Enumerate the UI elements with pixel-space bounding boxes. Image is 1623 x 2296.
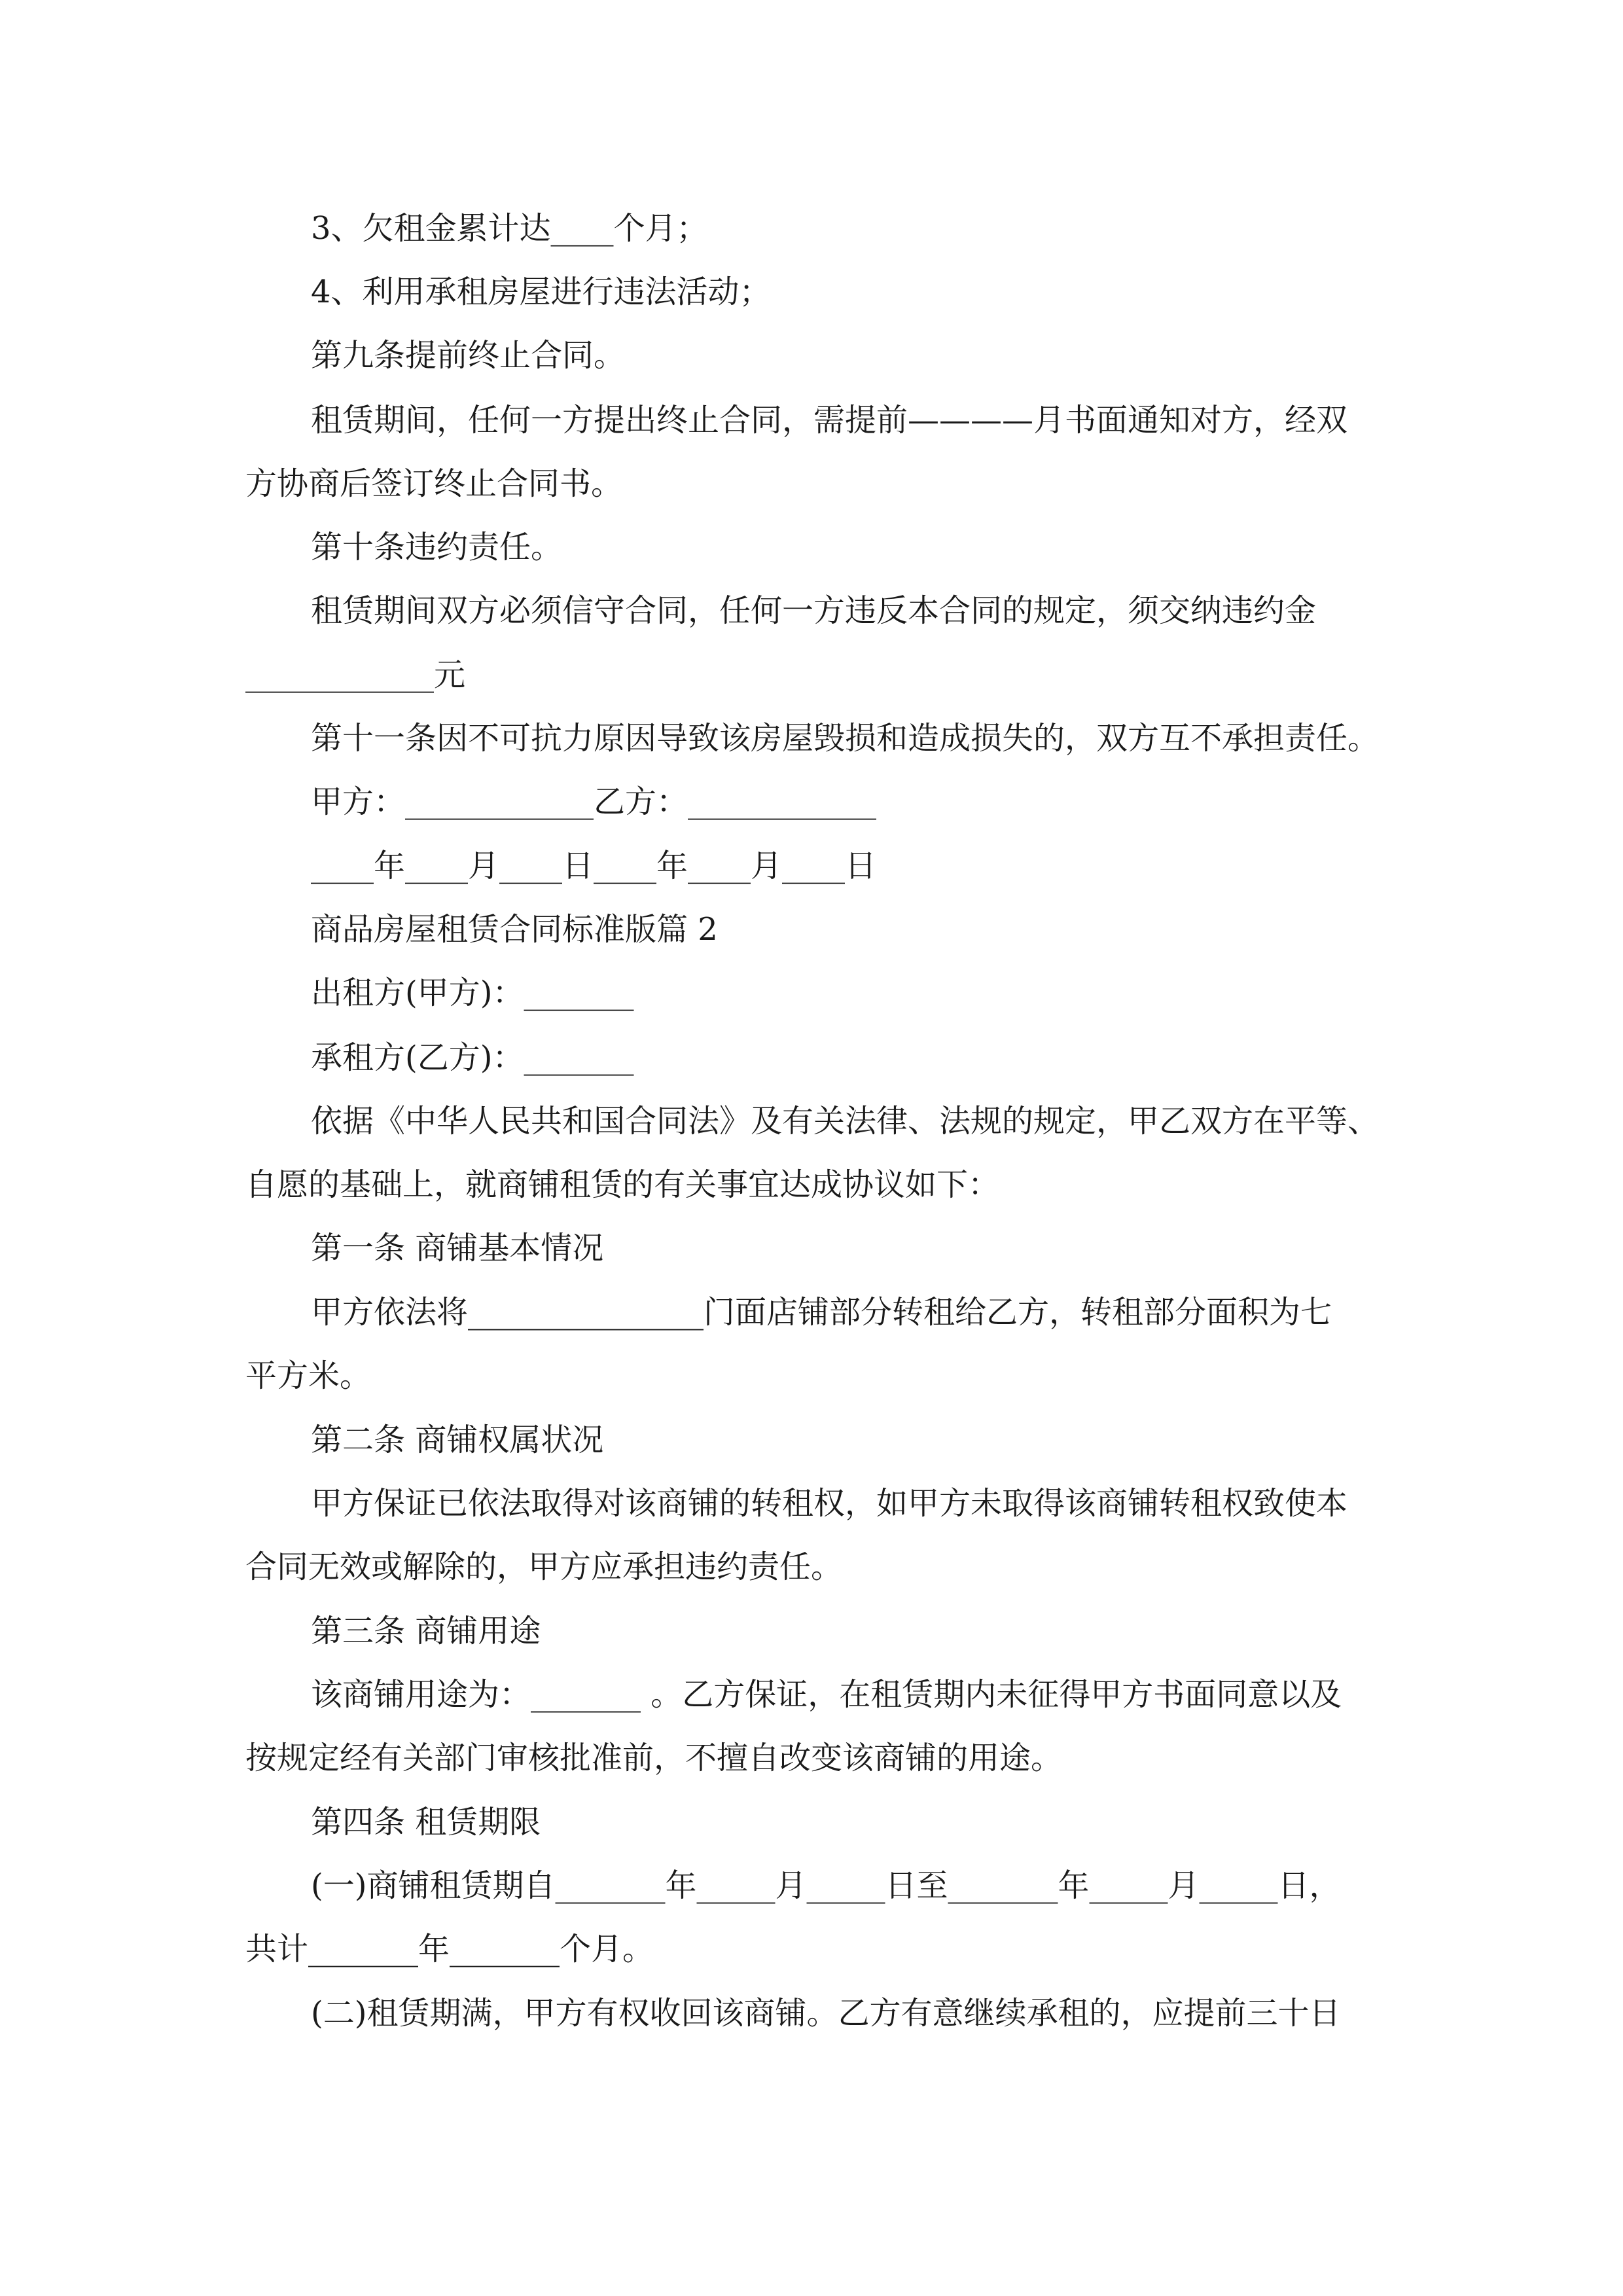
paragraph-line: 甲方保证已依法取得对该商铺的转租权，如甲方未取得该商铺转租权致使本: [311, 1485, 1348, 1522]
clause-line: 3、欠租金累计达____个月；: [311, 210, 708, 247]
signature-line: 甲方：____________乙方：____________: [311, 783, 877, 820]
section-heading: 第十条违约责任。: [311, 529, 563, 565]
section-heading: 第二条 商铺权属状况: [311, 1422, 604, 1458]
section-heading: 第十一条因不可抗力原因导致该房屋毁损和造成损失的，双方互不承担责任。: [311, 720, 1380, 757]
paragraph-line: 平方米。: [245, 1357, 372, 1394]
clause-line: 4、利用承租房屋进行违法活动；: [311, 274, 771, 310]
paragraph-line: 租赁期间双方必须信守合同，任何一方违反本合同的规定，须交纳违约金: [311, 592, 1317, 629]
paragraph-line: 甲方依法将_______________门面店铺部分转租给乙方，转租部分面积为七: [311, 1294, 1332, 1331]
paragraph-line: 共计_______年_______个月。: [245, 1931, 654, 1967]
lessor-line: 出租方(甲方)：_______: [311, 975, 634, 1011]
paragraph-line: ____________元: [245, 656, 466, 693]
paragraph-line: 合同无效或解除的，甲方应承担违约责任。: [245, 1549, 843, 1585]
paragraph-line: 按规定经有关部门审核批准前，不擅自改变该商铺的用途。: [245, 1740, 1063, 1776]
paragraph-line: 该商铺用途为：_______ 。乙方保证，在租赁期内未征得甲方书面同意以及: [311, 1676, 1342, 1713]
date-line: ____年____月____日____年____月____日: [311, 848, 877, 884]
section-heading: 第九条提前终止合同。: [311, 337, 626, 374]
lessee-line: 承租方(乙方)：_______: [311, 1039, 634, 1076]
section-heading: 第三条 商铺用途: [311, 1613, 541, 1649]
paragraph-line: 租赁期间，任何一方提出终止合同，需提前————月书面通知对方，经双: [311, 402, 1348, 439]
section-heading: 第一条 商铺基本情况: [311, 1230, 604, 1266]
paragraph-line: (二)租赁期满，甲方有权收回该商铺。乙方有意继续承租的，应提前三十日: [311, 1995, 1341, 2032]
paragraph-line: 方协商后签订终止合同书。: [245, 465, 623, 502]
section-heading: 第四条 租赁期限: [311, 1804, 541, 1840]
contract-title: 商品房屋租赁合同标准版篇 2: [311, 911, 718, 948]
paragraph-line: 依据《中华人民共和国合同法》及有关法律、法规的规定，甲乙双方在平等、: [311, 1103, 1380, 1139]
paragraph-line: (一)商铺租赁期自_______年_____月_____日至_______年_____月_____日，: [311, 1867, 1341, 1904]
paragraph-line: 自愿的基础上，就商铺租赁的有关事宜达成协议如下：: [245, 1166, 1000, 1203]
